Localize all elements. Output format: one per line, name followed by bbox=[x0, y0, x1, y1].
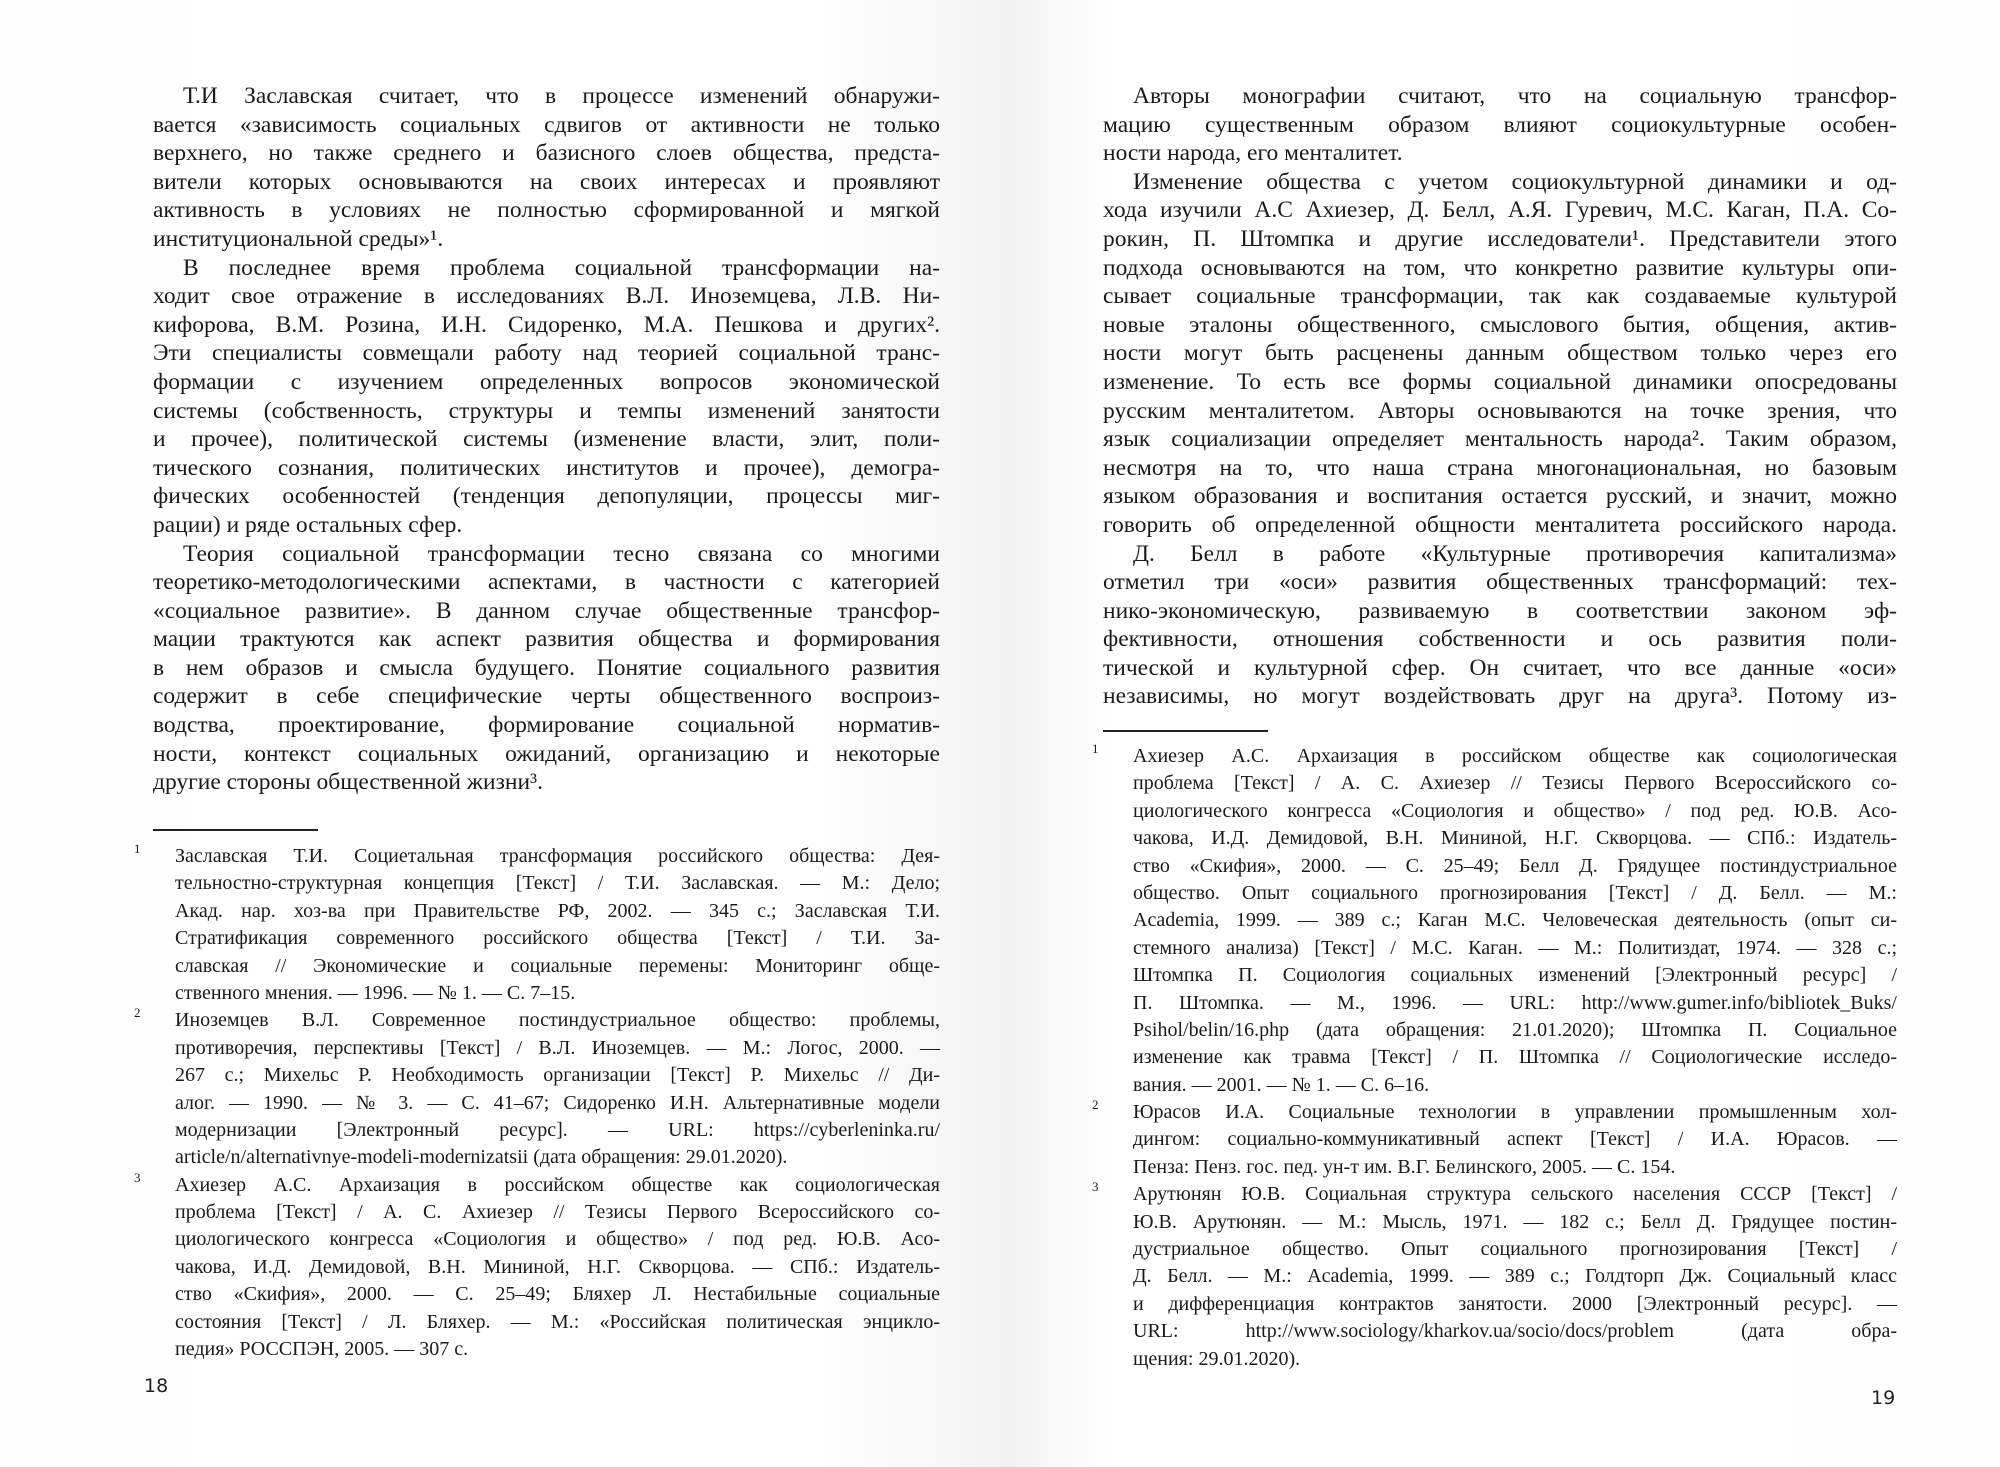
footnote-line: педия» РОССПЭН, 2005. — 307 с. bbox=[175, 1338, 469, 1361]
footnote bbox=[1092, 741, 1897, 1099]
text-line: хода изучили А.С Ахиезер, Д. Белл, А.Я. Гуревич, М.С. Каган, П.А. Со- bbox=[1103, 197, 1897, 224]
text-line: верхнего, но также среднего и базисного слоев общества, предста- bbox=[153, 140, 940, 167]
footnote-line: состояния [Текст] / Л. Бляхер. — М.: «Российская политическая энцикло- bbox=[175, 1310, 940, 1333]
text-line: несмотря на то, что наша страна многонациональная, но базовым bbox=[1103, 454, 1897, 481]
text-line: институциональной среды»¹. bbox=[153, 225, 444, 252]
right-page bbox=[1000, 0, 2000, 1467]
footnote-number: 1 bbox=[1092, 741, 1099, 756]
footnote-line: URL: http://www.sociology/kharkov.ua/socio/docs/problem (дата обра- bbox=[1133, 1320, 1897, 1343]
footnote-line: 267 с.; Михельс Р. Необходимость организации [Текст] Р. Михельс // Ди- bbox=[175, 1064, 940, 1087]
text-line: Т.И Заславская считает, что в процессе изменений обнаружи- bbox=[183, 83, 940, 109]
footnote-line: Д. Белл. — М.: Academia, 1999. — 389 с.; Голдторп Дж. Социальный класс bbox=[1133, 1265, 1897, 1288]
body-text bbox=[1103, 82, 1897, 711]
text-line: водства, проектирование, формирование социальной норматив- bbox=[153, 712, 940, 739]
footnote-line: дустриальное общество. Опыт социального прогнозирования [Текст] / bbox=[1133, 1238, 1897, 1261]
footnote-line: ство «Скифия», 2000. — С. 25–49; Белл Д. Грядущее постиндустриальное bbox=[1133, 854, 1897, 877]
footnote-line: щения: 29.01.2020). bbox=[1133, 1347, 1301, 1370]
text-line: вается «зависимость социальных сдвигов от активности не только bbox=[153, 111, 940, 138]
footnote-line: модернизации [Электронный ресурс]. — URL: https://cyberleninka.ru/ bbox=[175, 1118, 940, 1141]
footnote bbox=[1092, 1179, 1897, 1373]
text-line: нико-экономическую, развиваемую в соответствии законом эф- bbox=[1103, 597, 1897, 624]
text-line: другие стороны общественной жизни³. bbox=[153, 769, 543, 796]
footnote-line: чакова, И.Д. Демидовой, В.Н. Мининой, Н.Г. Скворцова. — СПб.: Издатель- bbox=[175, 1255, 940, 1278]
footnote-line: циологического конгресса «Социология и общество» / под ред. Ю.В. Асо- bbox=[175, 1228, 940, 1251]
page-number: 18 bbox=[144, 1375, 169, 1397]
text-line: ности могут быть расценены данным обществом только через его bbox=[1103, 340, 1897, 367]
text-line: Авторы монографии считают, что на социальную трансфор- bbox=[1133, 83, 1897, 109]
footnote-line: тельностно-структурная концепция [Текст] / Т.И. Заславская. — М.: Дело; bbox=[175, 872, 940, 895]
footnote-line: Ахиезер А.С. Архаизация в российском обществе как социологическая bbox=[1133, 745, 1897, 767]
footnote-line: Акад. нар. хоз-ва при Правительстве РФ, 2002. — 345 с.; Заславская Т.И. bbox=[175, 899, 940, 922]
text-line: новые эталоны общественного, смыслового бытия, общения, актив- bbox=[1103, 311, 1897, 338]
text-line: говорить об определенной общности менталитета российского народа. bbox=[1103, 511, 1897, 538]
footnote bbox=[1092, 1097, 1897, 1181]
footnote-line: и дифференциация контрактов занятости. 2000 [Электронный ресурс]. — bbox=[1133, 1292, 1897, 1315]
footnote-line: Заславская Т.И. Социетальная трансформация российского общества: Дея- bbox=[175, 845, 940, 867]
text-line: рации) и ряде остальных сфер. bbox=[153, 511, 463, 538]
paragraph bbox=[1103, 540, 1897, 712]
footnotes bbox=[1092, 741, 1897, 1373]
text-line: В последнее время проблема социальной трансформации на- bbox=[183, 254, 940, 281]
text-line: формации с изучением определенных вопросов экономической bbox=[153, 368, 940, 395]
text-line: Д. Белл в работе «Культурные противоречия капитализма» bbox=[1133, 540, 1897, 567]
text-line: вители которых основываются на своих интересах и проявляют bbox=[153, 168, 940, 195]
footnotes bbox=[134, 841, 940, 1363]
footnote-number: 2 bbox=[134, 1005, 141, 1021]
text-line: мацию существенным образом влияют социокультурные особен- bbox=[1103, 111, 1897, 138]
footnote-line: Арутюнян Ю.В. Социальная структура сельского населения СССР [Текст] / bbox=[1133, 1183, 1897, 1206]
footnote-line: вания. — 2001. — № 1. — С. 6–16. bbox=[1133, 1073, 1430, 1096]
footnote-number: 3 bbox=[134, 1169, 141, 1185]
text-line: отметил три «оси» развития общественных трансформаций: тех- bbox=[1103, 569, 1897, 596]
text-line: ходит свое отражение в исследованиях В.Л. Иноземцева, Л.В. Ни- bbox=[153, 283, 940, 310]
footnote-line: article/n/alternativnye-modeli-modernizatsii (дата обращения: 29.01.2020). bbox=[175, 1146, 788, 1169]
paragraph bbox=[1103, 168, 1897, 540]
footnote bbox=[134, 1005, 940, 1171]
text-line: тического сознания, политических институтов и прочее), демогра- bbox=[153, 454, 940, 481]
text-line: кифорова, В.М. Розина, И.Н. Сидоренко, М.А. Пешкова и других². bbox=[153, 311, 940, 338]
footnote-line: противоречия, перспективы [Текст] / В.Л. Иноземцев. — М.: Логос, 2000. — bbox=[175, 1036, 940, 1059]
text-line: русским менталитетом. Авторы основываются на точке зрения, что bbox=[1103, 397, 1897, 424]
footnote-line: алог. — 1990. — № 3. — С. 41–67; Сидоренко И.Н. Альтернативные модели bbox=[175, 1091, 940, 1114]
footnote-line: славская // Экономические и социальные перемены: Мониторинг обще- bbox=[175, 954, 940, 977]
paragraph bbox=[153, 82, 940, 254]
footnote-number: 3 bbox=[1092, 1179, 1099, 1195]
page-number: 19 bbox=[1871, 1387, 1896, 1409]
footnote-line: ственного мнения. — 1996. — № 1. — С. 7–15. bbox=[175, 981, 576, 1004]
footnote-line: проблема [Текст] / А. С. Ахиезер // Тезисы Первого Всероссийского со- bbox=[175, 1201, 940, 1224]
text-line: тической и культурной сфер. Он считает, что все данные «оси» bbox=[1103, 654, 1897, 681]
footnote bbox=[134, 841, 940, 1007]
text-line: мации трактуются как аспект развития общества и формирования bbox=[153, 626, 940, 653]
footnote bbox=[134, 1169, 940, 1364]
footnote-number: 1 bbox=[134, 841, 141, 856]
text-line: системы (собственность, структуры и темпы изменений занятости bbox=[153, 397, 940, 424]
footnote-line: изменение как травма [Текст] / П. Штомпка // Социологические исследо- bbox=[1133, 1046, 1897, 1069]
text-line: и прочее), политической системы (изменение власти, элит, поли- bbox=[153, 426, 940, 453]
paragraph bbox=[153, 254, 940, 540]
footnote-line: Юрасов И.А. Социальные технологии в управлении промышленным хол- bbox=[1133, 1101, 1897, 1124]
text-line: Изменение общества с учетом социокультурной динамики и од- bbox=[1133, 168, 1897, 195]
footnote-line: чакова, И.Д. Демидовой, В.Н. Мининой, Н.Г. Скворцова. — СПб.: Издатель- bbox=[1133, 827, 1897, 850]
text-line: изменение. То есть все формы социальной динамики опосредованы bbox=[1103, 368, 1897, 395]
paragraph bbox=[153, 540, 940, 797]
text-line: ности народа, его менталитет. bbox=[1103, 140, 1403, 167]
text-line: фективности, отношения собственности и ось развития поли- bbox=[1103, 626, 1897, 653]
footnote-line: дингом: социально-коммуникативный аспект [Текст] / И.А. Юрасов. — bbox=[1133, 1128, 1897, 1151]
text-line: языком образования и воспитания остается русский, и значит, можно bbox=[1103, 483, 1897, 510]
text-line: фических особенностей (тенденция депопуляции, процессы миг- bbox=[153, 483, 940, 510]
text-line: содержит в себе специфические черты общественного воспроиз- bbox=[153, 683, 940, 710]
text-line: Теория социальной трансформации тесно связана со многими bbox=[183, 540, 940, 567]
footnote-line: Штомпка П. Социология социальных изменений [Электронный ресурс] / bbox=[1133, 964, 1897, 987]
footnote-line: ство «Скифия», 2000. — С. 25–49; Бляхер Л. Нестабильные социальные bbox=[175, 1283, 940, 1306]
text-line: язык социализации определяет ментальность народа². Таким образом, bbox=[1103, 426, 1897, 453]
text-line: «социальное развитие». В данном случае общественные трансфор- bbox=[153, 597, 940, 624]
body-text bbox=[153, 82, 940, 797]
footnote-line: Psihol/belin/16.php (дата обращения: 21.01.2020); Штомпка П. Социальное bbox=[1133, 1018, 1897, 1041]
footnote-separator bbox=[1103, 730, 1268, 732]
paragraph bbox=[1103, 82, 1897, 168]
footnote-line: Иноземцев В.Л. Современное постиндустриальное общество: проблемы, bbox=[175, 1009, 940, 1032]
footnote-line: циологического конгресса «Социология и общество» / под ред. Ю.В. Асо- bbox=[1133, 799, 1897, 822]
text-line: теоретико-методологическими аспектами, в частности с категорией bbox=[153, 569, 940, 596]
footnote-line: Стратификация современного российского общества [Текст] / Т.И. За- bbox=[175, 927, 940, 950]
footnote-line: Ахиезер А.С. Архаизация в российском обществе как социологическая bbox=[175, 1173, 940, 1196]
footnote-line: П. Штомпка. — М., 1996. — URL: http://www.gumer.info/bibliotek_Buks/ bbox=[1133, 991, 1897, 1014]
text-line: активность в условиях не полностью сформированной и мягкой bbox=[153, 197, 940, 224]
footnote-line: Ю.В. Арутюнян. — М.: Мысль, 1971. — 182 с.; Белл Д. Грядущее постин- bbox=[1133, 1210, 1897, 1233]
footnote-line: общество. Опыт социального прогнозирования [Текст] / Д. Белл. — М.: bbox=[1133, 881, 1897, 904]
footnote-line: проблема [Текст] / А. С. Ахиезер // Тезисы Первого Всероссийского со- bbox=[1133, 772, 1897, 795]
text-line: независимы, но могут воздействовать друг на друга³. Потому из- bbox=[1103, 683, 1897, 710]
text-line: в нем образов и смысла будущего. Понятие социального развития bbox=[153, 654, 940, 681]
footnote-separator bbox=[153, 829, 318, 831]
footnote-line: стемного анализа) [Текст] / М.С. Каган. — М.: Политиздат, 1974. — 328 с.; bbox=[1133, 936, 1897, 959]
text-line: рокин, П. Штомпка и другие исследователи¹. Представители этого bbox=[1103, 225, 1897, 252]
text-line: подхода основываются на том, что конкретно развитие культуры опи- bbox=[1103, 254, 1897, 281]
text-line: ности, контекст социальных ожиданий, организацию и некоторые bbox=[153, 740, 940, 767]
text-line: сывает социальные трансформации, так как создаваемые культурой bbox=[1103, 283, 1897, 310]
footnote-line: Пенза: Пенз. гос. пед. ун-т им. В.Г. Белинского, 2005. — С. 154. bbox=[1133, 1155, 1676, 1178]
footnote-line: Academia, 1999. — 389 с.; Каган М.С. Человеческая деятельность (опыт си- bbox=[1133, 909, 1897, 932]
footnote-number: 2 bbox=[1092, 1097, 1099, 1113]
text-line: Эти специалисты совмещали работу над теорией социальной транс- bbox=[153, 340, 940, 367]
